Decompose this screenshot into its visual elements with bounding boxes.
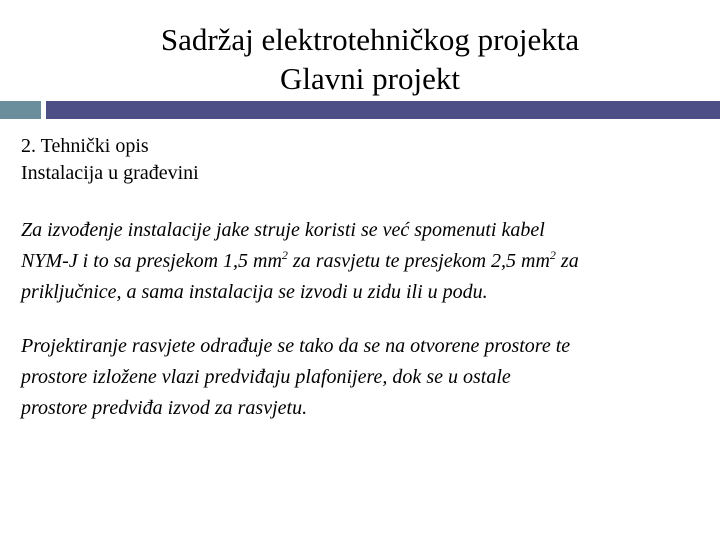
paragraph-cables <box>21 215 711 308</box>
section-subheading: Instalacija u građevini <box>21 162 199 184</box>
superscript: 2 <box>549 248 556 262</box>
text-run: NYM-J i to sa presjekom 1,5 mm <box>21 250 282 272</box>
text-run: za <box>555 250 579 272</box>
title-rule-bar <box>46 101 720 119</box>
section-heading: 2. Tehnički opis <box>21 135 149 157</box>
paragraph-line: priključnice, a sama instalacija se izvodi u zidu ili u podu. <box>21 281 488 303</box>
paragraph-line: Projektiranje rasvjete odrađuje se tako da se na otvorene prostore te <box>21 335 571 357</box>
paragraph-line: prostore predviđa izvod za rasvjetu. <box>21 397 308 419</box>
paragraph-lighting <box>21 331 711 424</box>
paragraph-line: Za izvođenje instalacije jake struje koristi se već spomenuti kabel <box>21 219 545 241</box>
section-heading-block <box>21 133 199 187</box>
slide-title-line-1: Sadržaj elektrotehničkog projekta <box>160 22 580 57</box>
paragraph-line <box>21 246 711 277</box>
slide-title-line-2: Glavni projekt <box>280 61 460 96</box>
text-run: za rasvjetu te presjekom 2,5 mm <box>287 250 550 272</box>
title-rule-accent <box>0 101 41 119</box>
paragraph-line: prostore izložene vlazi predviđaju plafonijere, dok se u ostale <box>21 366 511 388</box>
slide-title <box>0 20 720 98</box>
superscript: 2 <box>281 248 288 262</box>
